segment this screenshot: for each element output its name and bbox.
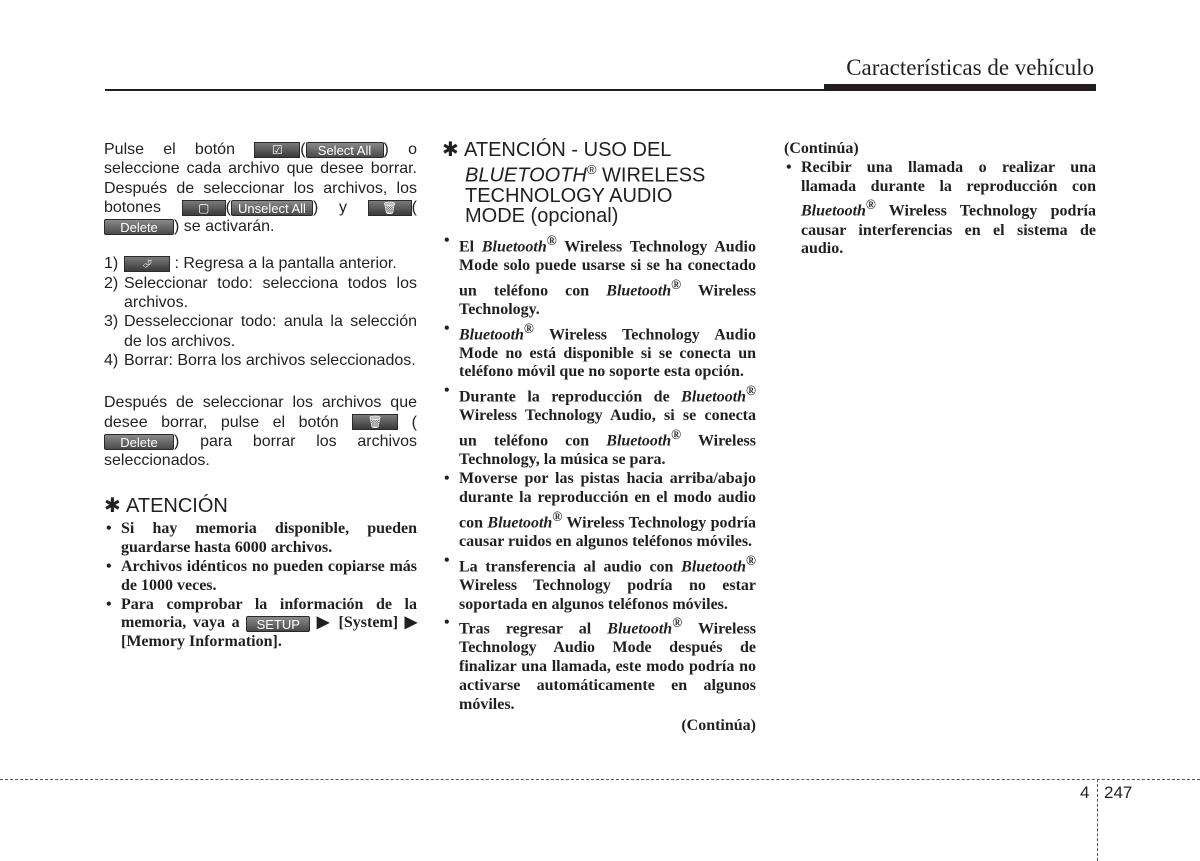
atencion-list bbox=[104, 520, 417, 652]
text: o bbox=[408, 141, 417, 158]
registered-mark: ® bbox=[523, 320, 534, 336]
delete-icon-button bbox=[368, 200, 412, 216]
brand-bluetooth: Bluetooth bbox=[481, 237, 547, 255]
text: Wireless Technology podría no estar soportada en algunos teléfonos móviles. bbox=[459, 576, 756, 613]
heading-line: ATENCIÓN - USO DEL bbox=[464, 139, 672, 161]
arrow-right-icon: ▶ bbox=[316, 614, 332, 632]
list-text: Borrar: Borra los archivos seleccionados. bbox=[124, 351, 416, 369]
bluetooth-atencion-heading bbox=[442, 140, 756, 226]
text: [System] bbox=[338, 614, 399, 632]
list-item bbox=[104, 312, 417, 351]
registered-mark: ® bbox=[671, 427, 682, 443]
delete-icon-button-2 bbox=[352, 414, 398, 430]
heading-italic: BLUETOOTH bbox=[465, 164, 587, 187]
text: Durante la reproducción de bbox=[459, 388, 670, 406]
arrow-right-icon: ▶ bbox=[404, 614, 418, 632]
bullet-item bbox=[442, 232, 756, 320]
text: Moverse por las pistas hacia arriba/abajo durante la reproducción en el modo audio con bbox=[459, 470, 756, 531]
asterisk-icon: ✱ bbox=[442, 139, 459, 161]
text: Para comprobar la información de la memoria, vaya a bbox=[121, 595, 417, 632]
brand-bluetooth: Bluetooth bbox=[606, 281, 672, 299]
registered-mark: ® bbox=[746, 383, 757, 399]
heading-text: ATENCIÓN bbox=[126, 495, 228, 518]
registered-mark: ® bbox=[546, 232, 557, 248]
heading-text: WIRELESS bbox=[602, 164, 706, 187]
select-all-button: Select All bbox=[306, 142, 384, 158]
text: El bbox=[459, 237, 475, 255]
registered-mark: ® bbox=[671, 276, 682, 292]
select-all-icon-button bbox=[254, 142, 300, 158]
list-number: 4) bbox=[104, 351, 119, 369]
text: [Memory Information]. bbox=[121, 633, 282, 651]
continued-label: (Continúa) bbox=[681, 716, 756, 734]
bullet-item: • Archivos idénticos no pueden copiarse más de 1000 veces. bbox=[104, 558, 417, 596]
bullet-item bbox=[442, 470, 756, 552]
text: Wireless Technology, la música se para. bbox=[459, 432, 757, 469]
list-number: 3) bbox=[104, 313, 119, 331]
page-header-title: Características de vehículo bbox=[846, 55, 1094, 80]
bullet-item: • Si hay memoria disponible, pueden guardarse hasta 6000 archivos. bbox=[104, 520, 417, 558]
text: Wireless Technology Audio Mode solo puede usarse si se ha conectado un teléfono con bbox=[459, 237, 756, 299]
trash-icon: 🗑 bbox=[382, 200, 398, 215]
bullet-item bbox=[442, 552, 756, 615]
page-number: 247 bbox=[1104, 783, 1133, 802]
chapter-number: 4 bbox=[1080, 783, 1090, 802]
column-left bbox=[104, 140, 417, 652]
square-icon: ▢ bbox=[197, 200, 210, 215]
registered-mark: ® bbox=[746, 552, 757, 568]
bullet-item bbox=[442, 614, 756, 714]
text: Después de seleccionar los archivos que desee borrar, pulse el botón bbox=[104, 394, 417, 431]
list-item bbox=[104, 274, 417, 313]
asterisk-icon: ✱ bbox=[104, 495, 121, 518]
registered-mark: ® bbox=[865, 197, 876, 213]
header-rule-thick bbox=[824, 84, 1096, 91]
text: Wireless Technology podría causar interferencias en el sistema de audio. bbox=[801, 202, 1096, 258]
text: Wireless Technology Audio Mode después de finalizar una llamada, este modo podría no activarse automáticamente en algunos móviles. bbox=[459, 620, 757, 713]
paragraph-select-files: Pulse el botón ☑ ( Select All ) o seleccione cada archivo que desee borrar. Después de seleccionar los archivos, los botones ▢ ( Unselect All ) y 🗑 (Delete ) se activarán. bbox=[104, 141, 417, 236]
brand-bluetooth: Bluetooth bbox=[606, 432, 672, 450]
text: Recibir una llamada o realizar una llamada durante la reproducción con bbox=[801, 158, 1096, 195]
trash-icon: 🗑 bbox=[367, 415, 383, 430]
heading-line: TECHNOLOGY AUDIO bbox=[465, 184, 673, 207]
list-text: Seleccionar todo: selecciona todos los archivos. bbox=[124, 274, 417, 312]
text: se activarán. bbox=[183, 218, 275, 236]
brand-bluetooth: Bluetooth bbox=[681, 557, 747, 575]
bluetooth-notes-list-cont bbox=[784, 159, 1096, 259]
registered-mark: ® bbox=[586, 162, 597, 177]
column-right bbox=[784, 140, 1096, 259]
list-item bbox=[104, 254, 417, 273]
header-rule bbox=[105, 89, 825, 91]
column-middle bbox=[442, 140, 756, 735]
bullet-item bbox=[442, 382, 756, 470]
continued-label: (Continúa) bbox=[784, 140, 859, 157]
heading-line bbox=[442, 160, 756, 186]
bullet-item bbox=[104, 596, 417, 652]
list-text: Desseleccionar todo: anula la selección de los archivos. bbox=[124, 313, 417, 350]
heading-line: MODE (opcional) bbox=[465, 204, 619, 227]
text: La transferencia al audio con bbox=[459, 557, 674, 575]
brand-bluetooth: Bluetooth bbox=[801, 202, 866, 220]
delete-button: Delete bbox=[104, 219, 174, 235]
unselect-all-button: Unselect All bbox=[231, 200, 313, 216]
bullet-item bbox=[442, 320, 756, 383]
list-number: 1) bbox=[104, 255, 119, 273]
bluetooth-notes-list bbox=[442, 232, 756, 715]
button-function-list bbox=[104, 254, 417, 370]
back-icon-button bbox=[124, 256, 170, 272]
list-item bbox=[104, 351, 417, 370]
atencion-heading bbox=[104, 496, 417, 516]
brand-bluetooth: Bluetooth bbox=[487, 513, 553, 531]
delete-button-2: Delete bbox=[104, 434, 174, 450]
text: Tras regresar al bbox=[459, 620, 592, 638]
brand-bluetooth: Bluetooth bbox=[607, 620, 673, 638]
footer-dashed-rule bbox=[0, 779, 1200, 780]
list-text: : Regresa a la pantalla anterior. bbox=[174, 255, 397, 273]
checkbox-icon: ☑ bbox=[271, 142, 283, 157]
setup-button: SETUP bbox=[246, 616, 310, 632]
registered-mark: ® bbox=[552, 508, 563, 524]
text: Wireless Technology Audio, si se conecta un teléfono con bbox=[459, 407, 756, 450]
bullet-item bbox=[784, 159, 1096, 259]
brand-bluetooth: Bluetooth bbox=[681, 388, 747, 406]
registered-mark: ® bbox=[672, 615, 683, 631]
text: Wireless Technology Audio Mode no está disponible si se conecta un teléfono móvil que no soporte esta opción. bbox=[459, 325, 757, 381]
unselect-all-icon-button bbox=[182, 200, 226, 216]
text: seleccione cada archivo que desee borrar. Después de seleccionar los archivos, los botones bbox=[104, 160, 417, 216]
brand-bluetooth: Bluetooth bbox=[459, 325, 524, 343]
list-number: 2) bbox=[104, 274, 119, 292]
text: para borrar los archivos seleccionados. bbox=[104, 432, 417, 470]
text: Wireless Technology podría causar ruidos en algunos teléfonos móviles. bbox=[459, 513, 756, 550]
footer-dashed-divider bbox=[1097, 779, 1098, 861]
text: y bbox=[338, 198, 347, 216]
text: Wireless Technology. bbox=[459, 281, 757, 318]
text: Pulse el botón bbox=[104, 141, 235, 158]
paragraph-delete-files: Después de seleccionar los archivos que desee borrar, pulse el botón 🗑 (Delete ) para borrar los archivos seleccionados. bbox=[104, 394, 417, 470]
back-arrow-icon: ⮰ bbox=[142, 257, 152, 272]
